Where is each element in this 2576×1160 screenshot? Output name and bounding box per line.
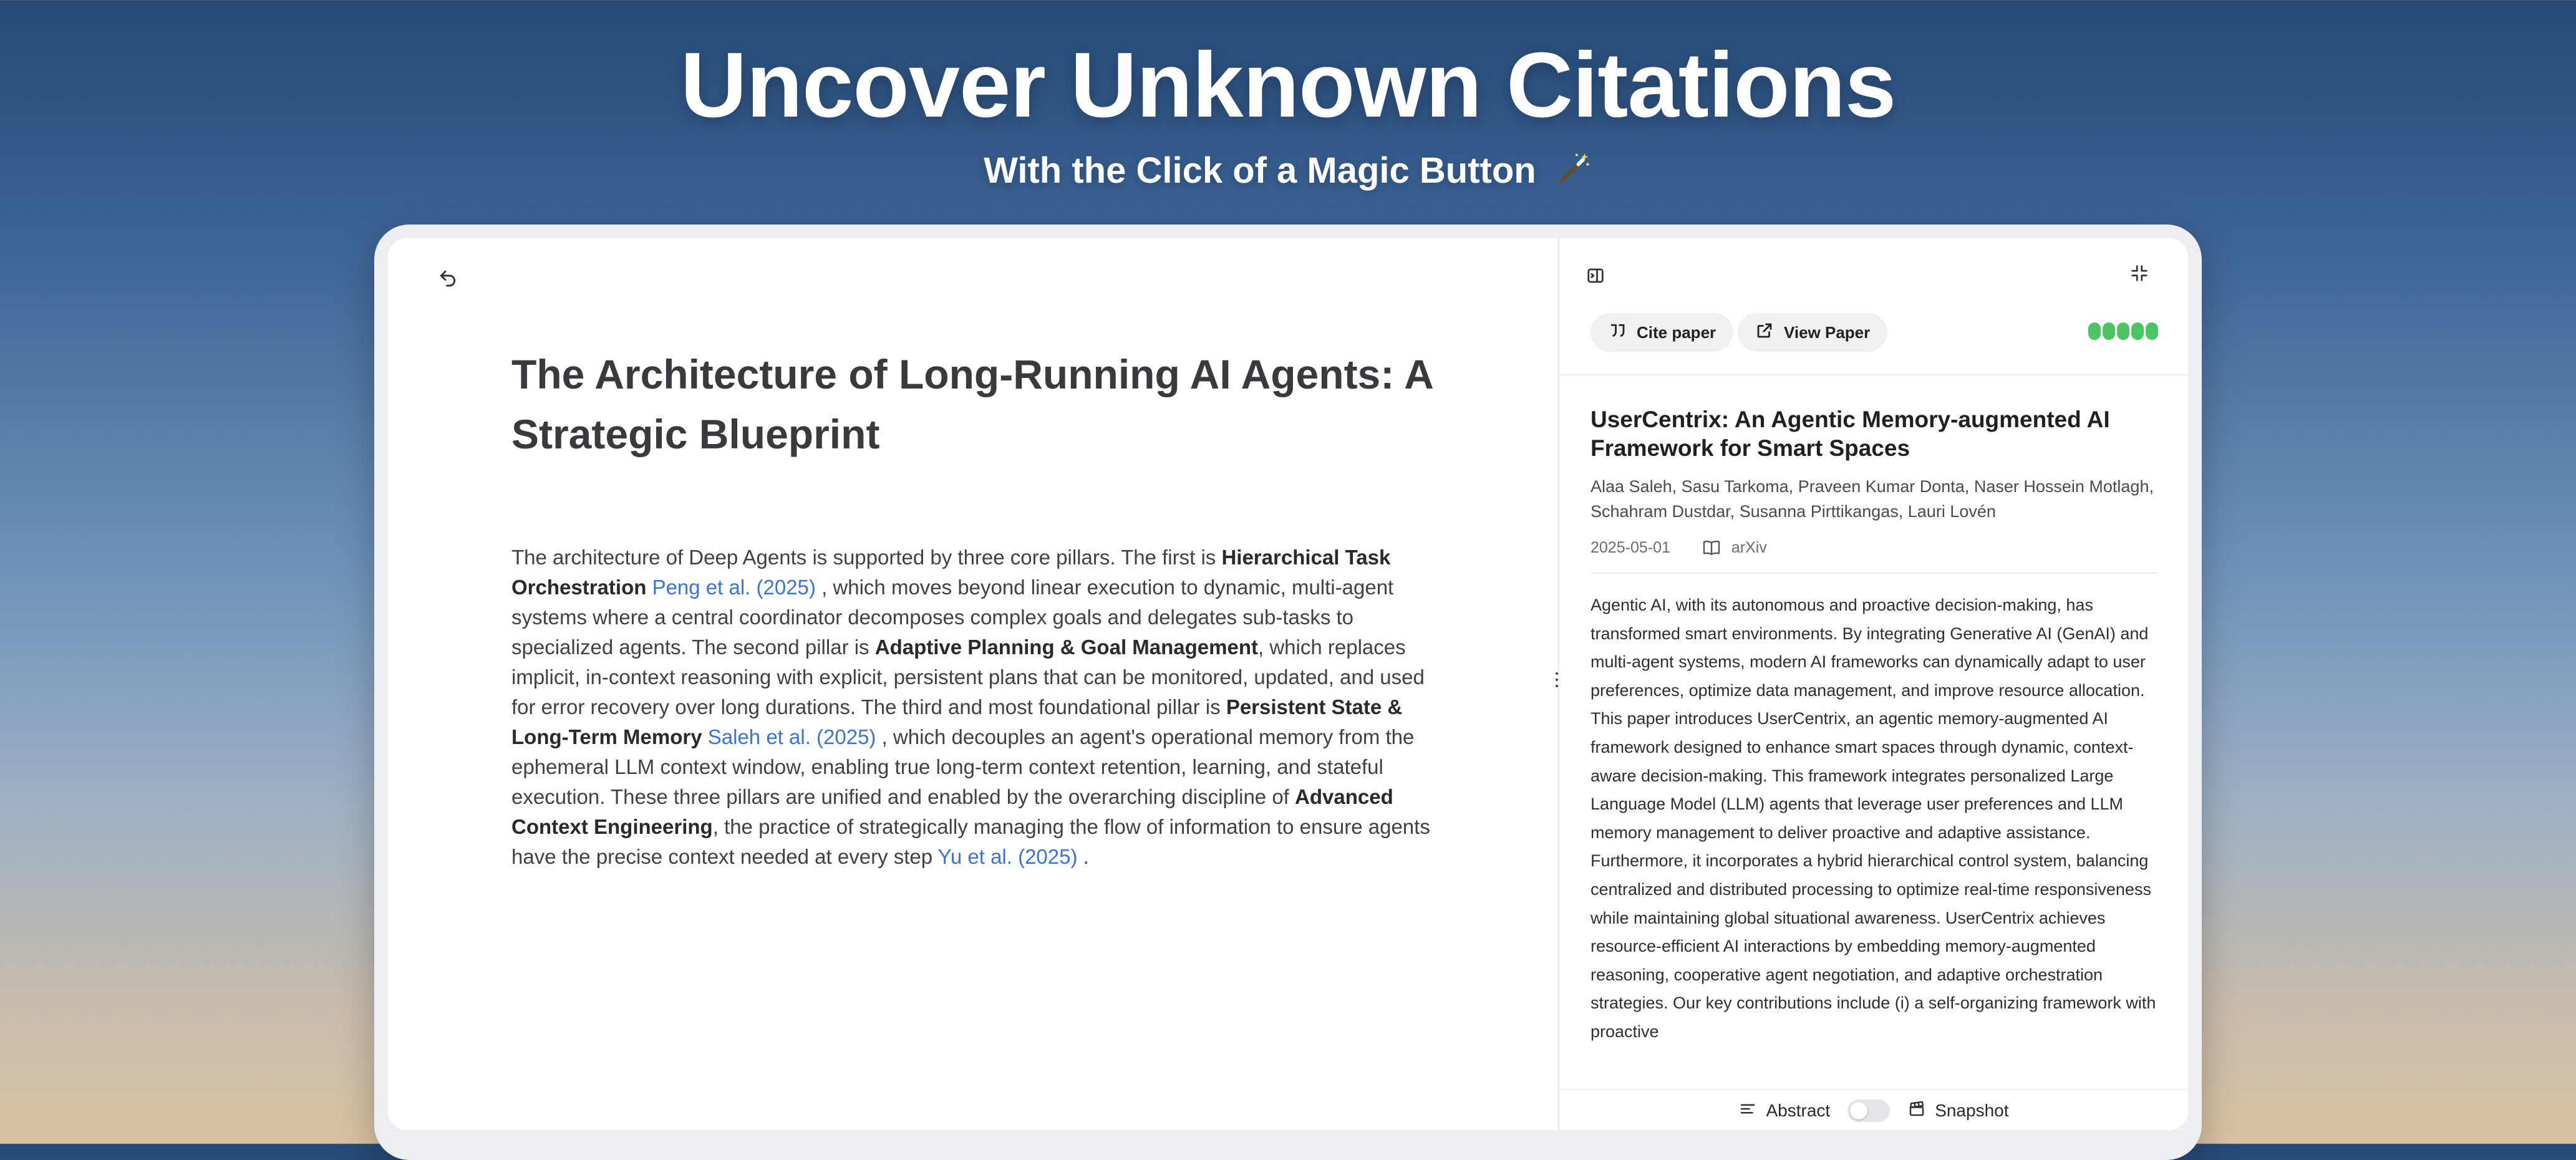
paper-abstract: Agentic AI, with its autonomous and proactive decision-making, has transformed smart environments. By integrating Generative AI (GenAI) and multi-agent systems, modern AI frameworks can dynamically adapt to user preferences, optimize data management, and improve resource allocation. This paper introduces UserCentrix, an agentic memory-augmented AI framework designed to enhance smart spaces through dynamic, context-aware decision-making. This framework integrates personalized Large Language Model (LLM) agents that leverage user preferences and LLM memory management to deliver proactive and adaptive assistance. Furthermore, it incorporates a hybrid hierarchical control system, balancing centralized and distributed processing to optimize real-time responsiveness while maintaining global situational awareness. UserCentrix achieves resource-efficient AI interactions by embedding memory-augmented reasoning, cooperative agent negotiation, and adaptive orchestration strategies. Our key contributions include (i) a self-organizing framework with proactive (1591, 596, 2156, 1041)
undo-button[interactable] (429, 261, 467, 298)
text-run: The architecture of Deep Agents is supported by three core pillars. The first is (511, 546, 1222, 569)
document-title[interactable]: The Architecture of Long-Running AI Agents: A Strategic Blueprint (511, 351, 1433, 457)
abstract-snapshot-toggle[interactable] (1847, 1100, 1890, 1122)
paper-title: UserCentrix: An Agentic Memory-augmented AI Framework for Smart Spaces (1591, 407, 2110, 461)
paper-date: 2025-05-01 (1591, 538, 1670, 556)
paper-source: arXiv (1731, 538, 1767, 556)
text-run: . (1077, 845, 1089, 868)
header-separator (1559, 374, 2188, 375)
view-paper-button[interactable] (1738, 313, 1887, 352)
abstract-label[interactable]: Abstract (1766, 1101, 1831, 1120)
hero-subtitle (0, 150, 2576, 196)
citation-link-saleh[interactable]: Saleh et al. (2025) (707, 725, 876, 748)
device-frame (374, 225, 2202, 1160)
relevance-dot (2103, 322, 2115, 340)
bold-term: Hierarchical Task Orchestration (511, 546, 1391, 599)
document-editor[interactable] (388, 238, 1558, 1130)
paper-authors: Alaa Saleh, Sasu Tarkoma, Praveen Kumar Donta, Naser Hossein Motlagh, Schahram Dustdar, Susanna Pirttikangas, Lauri Lovén (1591, 477, 2154, 521)
book-icon (1702, 538, 1721, 558)
view-paper-label: View Paper (1784, 322, 1871, 342)
sidebar-icon (1586, 266, 1605, 288)
bold-term: Persistent State & Long-Term Memory (511, 695, 1403, 748)
toggle-knob (1850, 1102, 1867, 1119)
cite-paper-label: Cite paper (1637, 322, 1717, 342)
hero-title: Uncover Unknown Citations (680, 34, 1896, 137)
relevance-dot (2146, 322, 2158, 340)
clapperboard-icon (1907, 1100, 1926, 1123)
meta-separator (1591, 573, 2158, 574)
document-paragraph[interactable] (511, 543, 1435, 872)
undo-icon (438, 268, 458, 291)
magic-wand-icon (1555, 150, 1592, 196)
cite-paper-button[interactable] (1591, 313, 1733, 352)
relevance-dot (2088, 322, 2101, 340)
minimize-icon (2130, 264, 2149, 286)
text-run: , which moves beyond linear execution to dynamic, multi-agent systems where a central coordinator decomposes complex goals and delegates sub-tasks to specialized agents. The second pillar is (511, 576, 1394, 659)
text-run: , the practice of strategically managing the flow of information to ensure agents have the precise context needed at every step (511, 815, 1430, 868)
bold-term: Adaptive Planning & Goal Management (874, 636, 1258, 659)
hero-subtitle-text: With the Click of a Magic Button (984, 150, 1536, 191)
quote-icon (1608, 321, 1627, 344)
relevance-indicator (2088, 322, 2158, 340)
app-screen (388, 238, 2188, 1130)
collapse-button[interactable] (2122, 257, 2157, 292)
citation-link-yu[interactable]: Yu et al. (2025) (937, 845, 1078, 868)
paper-meta (1591, 538, 1767, 558)
snapshot-label[interactable]: Snapshot (1935, 1101, 2009, 1120)
bold-term: Advanced Context Engineering (511, 785, 1393, 838)
toggle-sidebar-button[interactable] (1578, 259, 1613, 294)
text-run: , which replaces implicit, in-context reasoning with explicit, persistent plans that can be monitored, updated, and used for error recovery over long durations. The third and most foundational pillar is (511, 636, 1425, 718)
view-mode-switch (1559, 1089, 2188, 1130)
citation-link-peng[interactable]: Peng et al. (2025) (652, 576, 816, 599)
citation-side-panel (1559, 238, 2188, 1130)
external-link-icon (1755, 321, 1774, 344)
relevance-dot (2117, 322, 2129, 340)
relevance-dot (2131, 322, 2144, 340)
text-run: , which decouples an agent's operational memory from the ephemeral LLM context window, enabling true long-term context retention, learning, and stateful execution. These three pillars are unified and enabled by the overarching discipline of (511, 725, 1415, 808)
text-lines-icon (1738, 1100, 1757, 1123)
